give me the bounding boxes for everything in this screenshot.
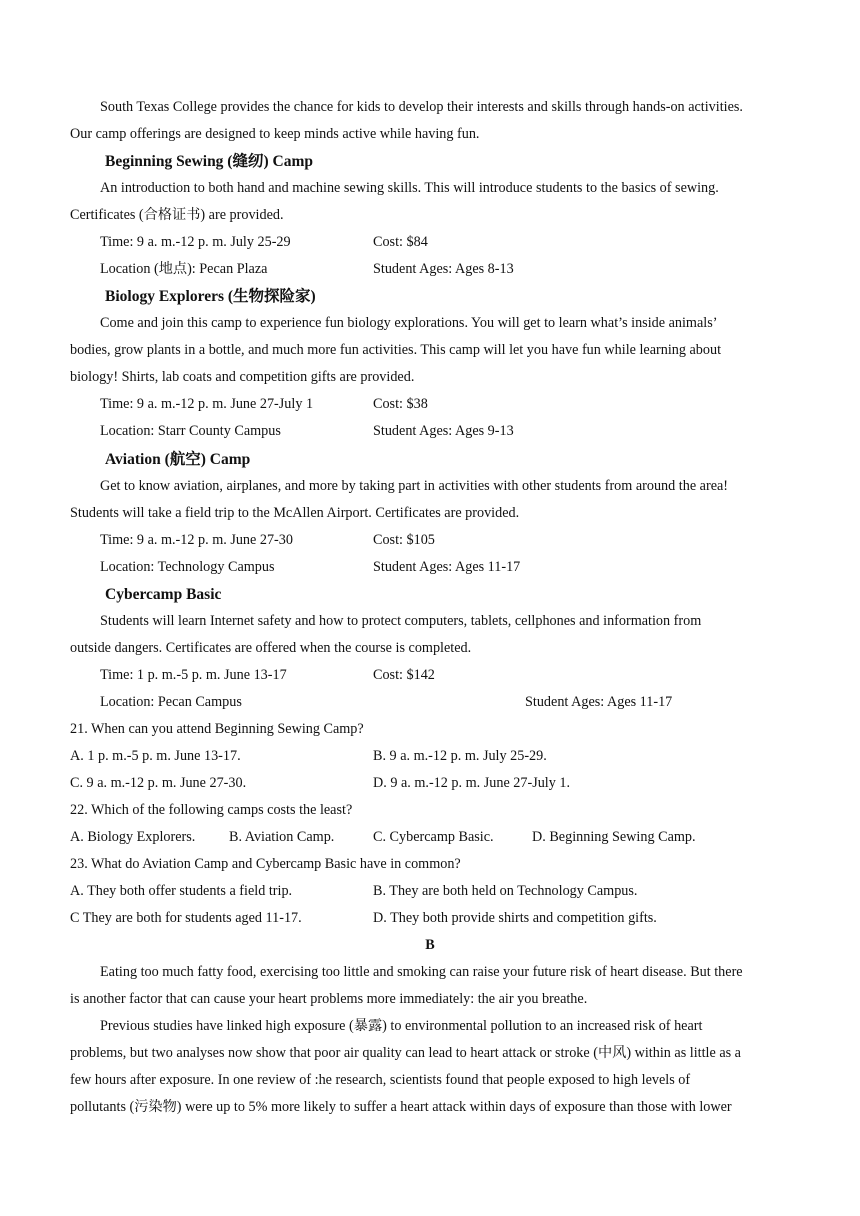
camp-location: Location: Technology Campus xyxy=(100,559,275,575)
intro-line-2: Our camp offerings are designed to keep minds active while having fun. xyxy=(70,126,480,142)
camp-info-row xyxy=(100,229,790,256)
camp-desc-line: Get to know aviation, airplanes, and more by taking part in activities with other students from around the area! xyxy=(100,478,729,494)
camp-info-row xyxy=(100,256,790,283)
camp-desc-line: Students will learn Internet safety and how to protect computers, tablets, cellphones and information from xyxy=(100,613,702,629)
camp-location: Location: Pecan Campus xyxy=(100,694,242,710)
option-d: D. Beginning Sewing Camp. xyxy=(532,829,696,845)
option-d: D. They both provide shirts and competition gifts. xyxy=(373,910,657,926)
passage-b-line: is another factor that can cause your heart problems more immediately: the air you breathe. xyxy=(70,991,588,1007)
camp-desc-line: An introduction to both hand and machine sewing skills. This will introduce students to the basics of sewing. xyxy=(100,180,719,196)
option-row xyxy=(70,824,790,851)
option-row xyxy=(70,878,790,905)
option-a: A. They both offer students a field trip. xyxy=(70,883,293,899)
question-23: 23. What do Aviation Camp and Cybercamp Basic have in common? xyxy=(70,856,461,872)
camp-location: Location: Starr County Campus xyxy=(100,423,281,439)
camp-title-aviation: Aviation (航空) Camp xyxy=(105,451,251,468)
option-c: C. 9 a. m.-12 p. m. June 27-30. xyxy=(70,775,247,791)
camp-info-row xyxy=(100,689,790,716)
camp-title-biology: Biology Explorers (生物探险家) xyxy=(105,288,316,305)
camp-info-row xyxy=(100,554,790,581)
passage-b-line: Eating too much fatty food, exercising too little and smoking can raise your future risk of heart disease. But there xyxy=(100,964,743,980)
camp-desc-line: Certificates (合格证书) are provided. xyxy=(70,207,284,223)
camp-ages: Student Ages: Ages 9-13 xyxy=(373,423,514,439)
option-d: D. 9 a. m.-12 p. m. June 27-July 1. xyxy=(373,775,571,791)
option-a: A. 1 p. m.-5 p. m. June 13-17. xyxy=(70,748,241,764)
camp-location: Location (地点): Pecan Plaza xyxy=(100,261,268,277)
option-row xyxy=(70,770,790,797)
camp-ages: Student Ages: Ages 11-17 xyxy=(373,559,521,575)
camp-time: Time: 1 p. m.-5 p. m. June 13-17 xyxy=(100,667,287,683)
passage-b-line: problems, but two analyses now show that poor air quality can lead to heart attack or stroke (中风) within as little as a xyxy=(70,1045,741,1061)
camp-info-row xyxy=(100,662,790,689)
camp-title-cybercamp: Cybercamp Basic xyxy=(105,586,222,603)
passage-b-line: pollutants (污染物) were up to 5% more likely to suffer a heart attack within days of exposure than those with lower xyxy=(70,1099,732,1115)
camp-info-row xyxy=(100,418,790,445)
camp-cost: Cost: $105 xyxy=(373,532,435,548)
section-heading-b: B xyxy=(425,937,435,953)
passage-b-line: few hours after exposure. In one review of :he research, scientists found that people exposed to high levels of xyxy=(70,1072,691,1088)
option-b: B. Aviation Camp. xyxy=(229,829,335,845)
passage-b-line: Previous studies have linked high exposure (暴露) to environmental pollution to an increased risk of heart xyxy=(100,1018,703,1034)
camp-desc-line: outside dangers. Certificates are offered when the course is completed. xyxy=(70,640,472,656)
camp-time: Time: 9 a. m.-12 p. m. June 27-30 xyxy=(100,532,293,548)
camp-desc-line: biology! Shirts, lab coats and competition gifts are provided. xyxy=(70,369,415,385)
option-row xyxy=(70,905,790,932)
camp-ages: Student Ages: Ages 8-13 xyxy=(373,261,514,277)
option-b: B. They are both held on Technology Campus. xyxy=(373,883,638,899)
camp-time: Time: 9 a. m.-12 p. m. July 25-29 xyxy=(100,234,291,250)
option-row xyxy=(70,743,790,770)
intro-line-1: South Texas College provides the chance for kids to develop their interests and skills through hands-on activities. xyxy=(100,99,743,115)
question-21: 21. When can you attend Beginning Sewing Camp? xyxy=(70,721,364,737)
option-c: C They are both for students aged 11-17. xyxy=(70,910,302,926)
option-b: B. 9 a. m.-12 p. m. July 25-29. xyxy=(373,748,547,764)
camp-cost: Cost: $142 xyxy=(373,667,435,683)
camp-title-sewing: Beginning Sewing (缝纫) Camp xyxy=(105,153,313,170)
camp-ages: Student Ages: Ages 11-17 xyxy=(525,694,673,710)
option-c: C. Cybercamp Basic. xyxy=(373,829,494,845)
question-22: 22. Which of the following camps costs the least? xyxy=(70,802,353,818)
camp-info-row xyxy=(100,527,790,554)
camp-cost: Cost: $84 xyxy=(373,234,428,250)
camp-desc-line: Students will take a field trip to the McAllen Airport. Certificates are provided. xyxy=(70,505,520,521)
camp-info-row xyxy=(100,391,790,418)
camp-time: Time: 9 a. m.-12 p. m. June 27-July 1 xyxy=(100,396,314,412)
camp-desc-line: Come and join this camp to experience fun biology explorations. You will get to learn what’s inside animals’ xyxy=(100,315,718,331)
camp-cost: Cost: $38 xyxy=(373,396,428,412)
option-a: A. Biology Explorers. xyxy=(70,829,196,845)
camp-desc-line: bodies, grow plants in a bottle, and much more fun activities. This camp will let you have fun while learning about xyxy=(70,342,722,358)
